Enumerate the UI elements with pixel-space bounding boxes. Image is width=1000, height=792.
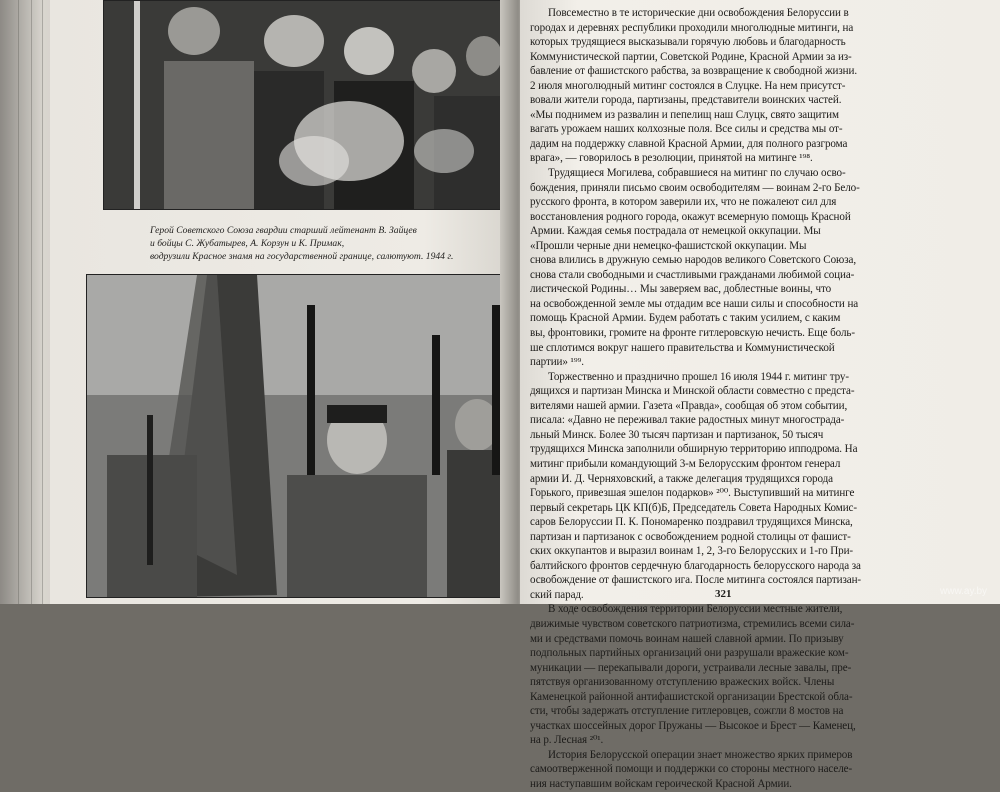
body-paragraph bbox=[530, 370, 962, 603]
text-line: листической Родины… Мы заверяем вас, доблестные воины, что bbox=[530, 283, 832, 296]
body-paragraph bbox=[530, 166, 962, 370]
text-line: самоотверженной помощи и поддержки со стороны местного населе- bbox=[530, 763, 853, 776]
body-paragraph bbox=[530, 602, 962, 747]
text-line: вы, фронтовики, громите на фронте гитлеровскую нечисть. Еще боль- bbox=[530, 327, 855, 340]
text-line: ния наступавшим войскам героической Красной Армии. bbox=[530, 777, 792, 790]
body-text-column bbox=[530, 6, 962, 792]
text-line: участках шоссейных дорог Пружаны — Высокое и Брест — Каменец, bbox=[530, 719, 856, 732]
text-line: дадим на поддержку славной Красной Армии, для полного разгрома bbox=[530, 137, 848, 150]
caption-line: Герой Советского Союза гвардии старший лейтенант В. Зайцев bbox=[150, 225, 417, 236]
text-line: саров Белоруссии П. К. Пономаренко поздравил трудящихся Минска, bbox=[530, 516, 853, 529]
text-line: В ходе освобождения территории Белоруссии местные жители, bbox=[548, 603, 843, 616]
text-line: первый секретарь ЦК КП(б)Б, Председатель Совета Народных Комис- bbox=[530, 501, 857, 514]
text-line: партии» ¹⁹⁹. bbox=[530, 356, 584, 369]
text-line: русского фронта, в котором заверили их, что не пожалеют сил для bbox=[530, 196, 837, 209]
text-line: врага», — говорилось в резолюции, принятой на митинге ¹⁹⁸. bbox=[530, 152, 813, 165]
text-line: Коммунистической партии, Советской Родине, Красной Армии за из- bbox=[530, 50, 852, 63]
text-line: балтийского фронтов сердечную благодарность белорусского народа за bbox=[530, 559, 861, 572]
text-line: которых трудящиеся высказывали горячую любовь и благодарность bbox=[530, 36, 846, 49]
text-line: бождения, приняли письмо своим освободителям — воинам 2-го Бело- bbox=[530, 181, 860, 194]
text-line: митинг прибыли командующий 3-м Белорусским фронтом генерал bbox=[530, 457, 841, 470]
text-line: снова влились в дружную семью народов великого Советского Союза, bbox=[530, 254, 856, 267]
text-line: ми и средствами помочь воинам нашей славной армии. По призыву bbox=[530, 632, 844, 645]
text-line: помощь Красной Армии. Будем работать с таким усилием, с каким bbox=[530, 312, 841, 325]
caption-line: водрузили Красное знамя на государственной границе, салютуют. 1944 г. bbox=[150, 251, 454, 262]
text-line: «Прошли черные дни немецко-фашистской оккупации. Мы bbox=[530, 239, 807, 252]
text-line: Повсеместно в те исторические дни освобождения Белоруссии в bbox=[548, 7, 849, 19]
text-line: городах и деревнях республики проходили многолюдные митинги, на bbox=[530, 21, 854, 34]
text-line: сти, чтобы задержать отступление гитлеровцев, сожгли 8 мостов на bbox=[530, 705, 844, 718]
text-line: на освобожденной земле мы отдадим все наши силы и способности на bbox=[530, 297, 859, 310]
text-line: писала: «Давно не переживал такие радостных минут многострада- bbox=[530, 414, 845, 427]
caption-line: и бойцы С. Жубатырев, А. Корзун и К. Примак, bbox=[150, 238, 345, 249]
text-line: Торжественно и празднично прошел 16 июля 1944 г. митинг тру- bbox=[548, 370, 849, 383]
text-line: вовали жители города, партизаны, представители воинских частей. bbox=[530, 94, 842, 107]
photo-soldiers-salute bbox=[86, 274, 528, 598]
watermark-text: www.ay.by bbox=[940, 586, 988, 597]
text-line: ский парад. bbox=[530, 588, 584, 601]
text-line: пятствуя организованному отступлению вражеских войск. Члены bbox=[530, 676, 835, 689]
text-line: движимые чувством советского патриотизма, стремились всеми сила- bbox=[530, 617, 855, 630]
text-line: 2 июля многолюдный митинг состоялся в Слуцке. На нем присутст- bbox=[530, 79, 846, 92]
text-line: вителями нашей армии. Газета «Правда», сообщая об этом событии, bbox=[530, 399, 848, 412]
text-line: снова стали свободными и счастливыми гражданами любимой социа- bbox=[530, 268, 855, 281]
text-line: дящихся и партизан Минска и Минской области совместно с предста- bbox=[530, 385, 855, 398]
text-line: Каменецкой районной антифашистской организации Брестской обла- bbox=[530, 690, 853, 703]
text-line: бавление от фашистского рабства, за возвращение к свободной жизни. bbox=[530, 65, 858, 78]
text-line: Трудящиеся Могилева, собравшиеся на митинг по случаю осво- bbox=[548, 167, 846, 180]
text-line: Горького, привезшая эшелон подарков» ²⁰⁰. Выступивший на митинге bbox=[530, 487, 855, 500]
photo-celebration-crowd bbox=[103, 0, 518, 210]
body-paragraph bbox=[530, 6, 962, 166]
text-line: ских оккупантов и выразил воинам 1, 2, 3-го Белорусских и 1-го При- bbox=[530, 545, 854, 558]
photo-caption bbox=[150, 224, 502, 263]
text-line: льный Минск. Более 30 тысяч партизан и партизанок, 50 тысяч bbox=[530, 428, 824, 441]
text-line: муникации — перекапывали дороги, устраивали лесные завалы, пре- bbox=[530, 661, 852, 674]
text-line: партизан и партизанок с освобождением родной столицы от фашист- bbox=[530, 530, 851, 543]
text-line: вагать урожаем наших колхозные поля. Все силы и средства мы от- bbox=[530, 123, 843, 136]
text-line: подпольных партийных организаций они разрушали вражеские ком- bbox=[530, 647, 849, 660]
text-line: армии И. Д. Черняховский, а также делегация трудящихся города bbox=[530, 472, 833, 485]
body-paragraph bbox=[530, 748, 962, 792]
text-line: Армии. Каждая семья пострадала от немецкой оккупации. Мы bbox=[530, 225, 821, 238]
text-line: на р. Лесная ²⁰¹. bbox=[530, 734, 604, 747]
page-number: 321 bbox=[715, 588, 732, 600]
text-line: освобождение от фашистского ига. После митинга состоялся партизан- bbox=[530, 574, 861, 587]
text-line: трудящихся Минска заполнили обширную территорию ипподрома. На bbox=[530, 443, 858, 456]
text-line: восстановления родного города, окажут всемерную помощь Красной bbox=[530, 210, 851, 223]
text-line: «Мы поднимем из развалин и пепелищ наш Слуцк, свято защитим bbox=[530, 108, 839, 121]
text-line: ше сплотимся вокруг нашего правительства и Коммунистической bbox=[530, 341, 835, 354]
text-line: История Белорусской операции знает множество ярких примеров bbox=[548, 748, 853, 761]
